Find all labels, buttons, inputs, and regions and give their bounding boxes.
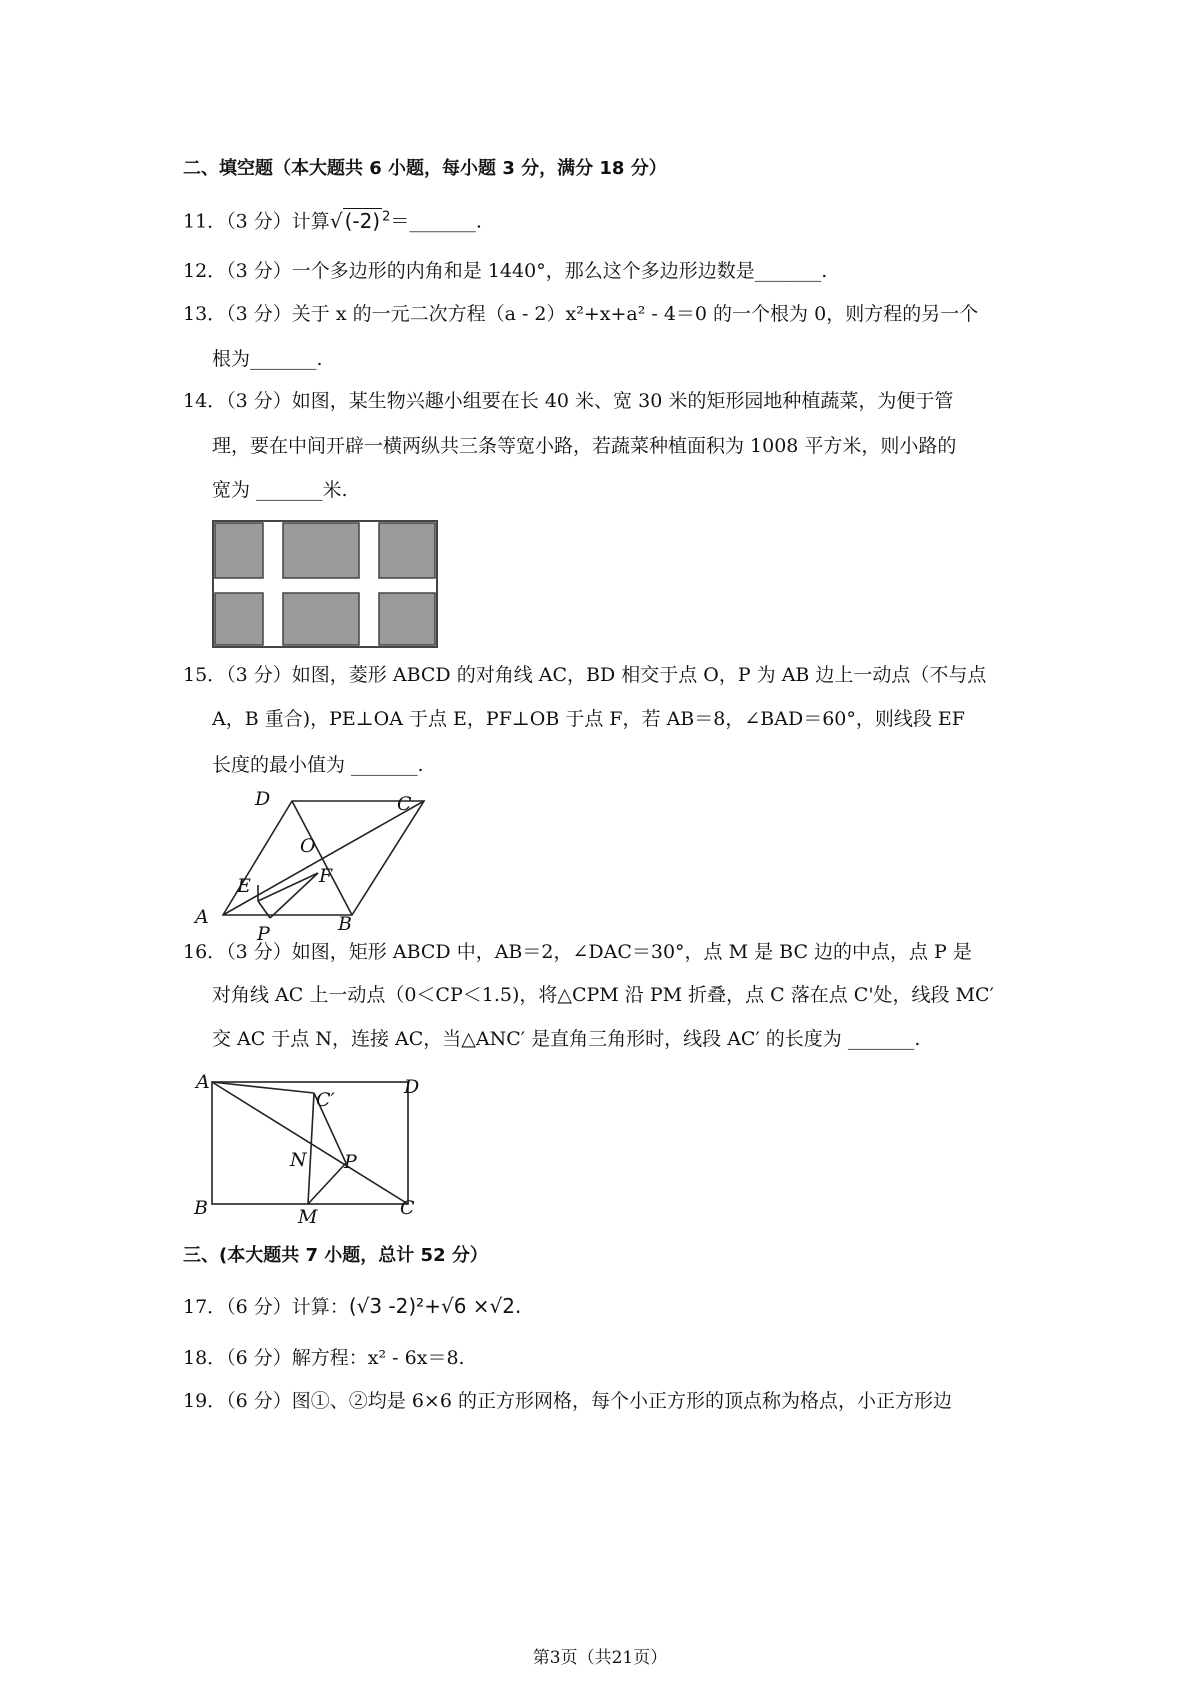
label-C-prime: C′: [316, 1089, 335, 1111]
question-18: 18．（6 分）解方程：x² - 6x＝8.: [183, 1347, 465, 1369]
label-P: P: [257, 923, 270, 945]
q11-radical: √ (-2) $^2$: [329, 208, 391, 233]
question-14-line-2: 理，要在中间开辟一横两纵共三条等宽小路，若蔬菜种植面积为 1008 平方米，则小路的: [212, 435, 957, 457]
question-16-line-3: 交 AC 于点 N，连接 AC，当△ANC′ 是直角三角形时，线段 AC′ 的长度为 _______.: [212, 1028, 921, 1050]
label-C: C: [400, 1197, 415, 1219]
page-footer: 第3页（共21页）: [532, 1648, 668, 1668]
label-D: D: [255, 788, 271, 810]
question-15-line-1: 15．（3 分）如图，菱形 ABCD 的对角线 AC，BD 相交于点 O，P 为 AB 边上一动点（不与点: [183, 664, 987, 686]
label-M: M: [298, 1206, 318, 1228]
question-13-line-1: 13．（3 分）关于 x 的一元二次方程（a - 2）x²+x+a² - 4＝0 的一个根为 0，则方程的另一个: [183, 303, 979, 325]
label-E: E: [237, 875, 251, 897]
label-C: C: [397, 793, 412, 815]
label-D: D: [404, 1076, 420, 1098]
label-N: N: [290, 1149, 307, 1171]
question-12: 12．（3 分）一个多边形的内角和是 1440°，那么这个多边形边数是_______.: [183, 260, 828, 282]
q11-prefix: 11．（3 分）计算: [183, 210, 330, 233]
question-15-line-2: A，B 重合)，PE⊥OA 于点 E，PF⊥OB 于点 F，若 AB＝8，∠BAD＝60°，则线段 EF: [212, 708, 965, 730]
question-16-line-1: 16．（3 分）如图，矩形 ABCD 中，AB＝2，∠DAC＝30°，点 M 是 BC 边的中点，点 P 是: [183, 941, 972, 963]
question-19: 19．（6 分）图①、②均是 6×6 的正方形网格，每个小正方形的顶点称为格点，小正方形边: [183, 1390, 952, 1412]
section-3-heading: 三、(本大题共 7 小题，总计 52 分）: [183, 1245, 488, 1266]
label-A: A: [196, 1071, 210, 1093]
label-O: O: [300, 835, 316, 857]
label-F: F: [319, 865, 333, 887]
question-14-line-1: 14．（3 分）如图，某生物兴趣小组要在长 40 米、宽 30 米的矩形园地种植蔬菜，为便于管: [183, 390, 954, 412]
question-16-line-2: 对角线 AC 上一动点（0＜CP＜1.5)，将△CPM 沿 PM 折叠，点 C 落在点 C'处，线段 MC′: [212, 984, 994, 1006]
q17-prefix: 17．（6 分）计算：: [183, 1296, 349, 1318]
question-14-line-3: 宽为 _______米.: [212, 479, 348, 501]
q11-suffix: ＝_______.: [390, 210, 482, 233]
label-A: A: [195, 906, 209, 928]
question-13-line-2: 根为_______.: [212, 348, 323, 370]
question-17: [183, 1296, 521, 1317]
garden-figure: [212, 520, 438, 648]
rectangle-fold-figure: [190, 1068, 450, 1233]
question-11: [183, 210, 482, 232]
question-15-line-3: 长度的最小值为 _______.: [212, 754, 424, 776]
q17-expression: (√3 -2)²+√6 ×√2.: [348, 1294, 522, 1318]
section-2-heading: 二、填空题（本大题共 6 小题，每小题 3 分，满分 18 分）: [183, 158, 667, 179]
label-P: P: [344, 1151, 357, 1173]
label-B: B: [338, 913, 352, 935]
label-B: B: [194, 1197, 208, 1219]
